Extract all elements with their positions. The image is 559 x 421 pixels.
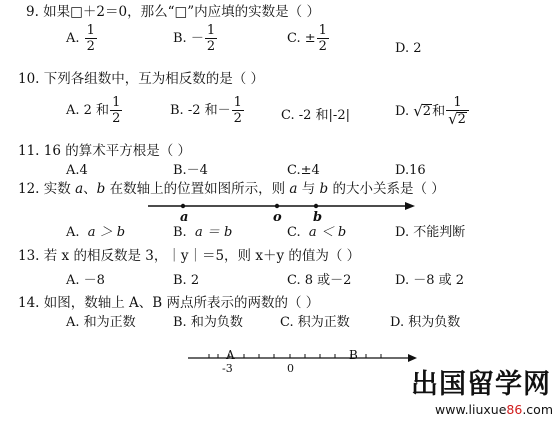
- question-11-option-a: A.4: [66, 163, 88, 178]
- radical-sign-icon: √: [448, 110, 458, 128]
- axis-label-b: b: [313, 210, 323, 225]
- axis-label-o: o: [273, 210, 282, 225]
- question-11-option-c: C.±4: [287, 163, 320, 178]
- denominator: 2: [233, 111, 242, 126]
- sign: －: [190, 31, 204, 46]
- option-label: A.: [66, 225, 80, 240]
- numerator: 1: [453, 95, 462, 110]
- numerator: 1: [318, 23, 327, 38]
- option-text: B. -2 和－: [170, 103, 231, 118]
- url-text: .com: [522, 402, 553, 417]
- stem-text: 的大小关系是（ ）: [328, 181, 445, 197]
- question-13-stem: 13. 若 x 的相反数是 3，｜y｜＝5，则 x＋y 的值为（ ）: [18, 248, 361, 264]
- option-label: C.: [287, 31, 301, 46]
- stem-text: 与: [297, 181, 320, 197]
- stem-text: 12. 实数: [18, 181, 76, 197]
- variable-a: a: [75, 181, 84, 197]
- watermark-title: 出国留学网: [411, 369, 551, 400]
- option-expression: a ＝ b: [194, 225, 233, 240]
- question-14-option-a: A. 和为正数: [66, 315, 136, 330]
- question-14-stem: 14. 如图，数轴上 A、B 两点所表示的两数的（ ）: [18, 295, 320, 311]
- url-text: www.liuxue: [435, 402, 507, 417]
- denominator: 2: [112, 111, 121, 126]
- variable-a: a: [289, 181, 298, 197]
- radicand: 2: [422, 104, 432, 119]
- axis-tick-label-neg3: -3: [222, 362, 233, 375]
- question-10-stem: 10. 下列各组数中，互为相反数的是（ ）: [18, 71, 265, 87]
- option-expression: a ＜ b: [308, 225, 347, 240]
- question-11-stem: 11. 16 的算术平方根是（ ）: [18, 143, 192, 159]
- variable-b: b: [319, 181, 329, 197]
- question-11-option-b: B.－4: [173, 163, 208, 178]
- url-text-highlight: 86: [506, 402, 523, 417]
- question-12-option-c: [287, 226, 346, 239]
- axis-label-B: B: [349, 348, 358, 362]
- question-9-stem: 9. 如果□＋2＝0，那么“□”内应填的实数是（ ）: [26, 4, 320, 20]
- question-13-option-d: D. －8 或 2: [395, 273, 465, 288]
- denominator: 2: [206, 39, 216, 54]
- sign: ±: [304, 31, 316, 46]
- option-text: A. 2 和: [66, 103, 110, 118]
- question-13-option-a: A. －8: [66, 273, 105, 288]
- option-label: B.: [173, 225, 187, 240]
- point-o: [275, 204, 279, 208]
- numerator: 1: [86, 23, 95, 38]
- question-14-option-b: B. 和为负数: [173, 315, 243, 330]
- connector-text: 和: [432, 104, 446, 119]
- question-12-option-a: [66, 226, 125, 239]
- question-10-option-c: C. -2 和|-2|: [281, 108, 350, 123]
- denominator: 2: [318, 39, 327, 54]
- axis-label-A: A: [226, 348, 235, 362]
- point-a: [181, 204, 185, 208]
- numerator: 1: [206, 23, 216, 38]
- number-line-q14: [188, 354, 417, 362]
- axis-label-a: a: [180, 210, 189, 225]
- arrow-head-icon: [408, 354, 417, 362]
- denominator: 2: [86, 39, 95, 54]
- option-label: B.: [173, 31, 187, 46]
- axis-tick-label-0: 0: [287, 362, 294, 375]
- radical-sign-icon: √: [413, 102, 423, 120]
- question-11-option-d: D.16: [395, 163, 426, 178]
- question-13-option-c: C. 8 或－2: [287, 273, 352, 288]
- option-label: A.: [66, 31, 80, 46]
- numerator: 1: [233, 95, 242, 110]
- question-9-option-d: D. 2: [395, 41, 422, 56]
- arrow-head-icon: [405, 202, 415, 210]
- option-expression: a ＞ b: [87, 225, 126, 240]
- question-14-option-d: D. 积为负数: [390, 315, 461, 330]
- radicand: 2: [457, 112, 466, 127]
- number-line-q12: [148, 202, 415, 210]
- watermark-url: [435, 402, 553, 417]
- stem-text: 在数轴上的位置如图所示，则: [105, 181, 290, 197]
- question-12-option-d: D. 不能判断: [395, 225, 466, 240]
- question-13-option-b: B. 2: [173, 273, 200, 288]
- option-label: C.: [287, 225, 301, 240]
- point-b: [314, 204, 318, 208]
- question-12-option-b: [173, 226, 232, 239]
- stem-text: 、: [83, 181, 97, 197]
- numerator: 1: [112, 95, 121, 110]
- variable-b: b: [96, 181, 106, 197]
- question-14-option-c: C. 积为正数: [280, 315, 350, 330]
- option-label: D.: [395, 104, 410, 119]
